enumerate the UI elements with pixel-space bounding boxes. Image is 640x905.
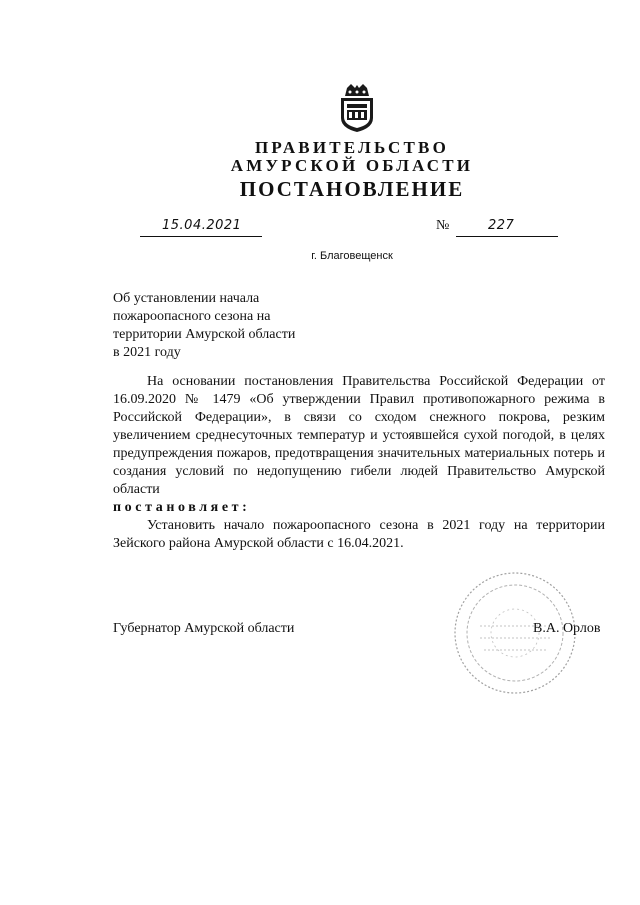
date-value: 15.04.2021 [162,218,242,233]
number-value: 227 [488,218,515,233]
number-label: № [436,218,450,233]
subject-line: Об установлении начала [113,291,260,306]
date-field [140,218,262,237]
subject-line: в 2021 году [113,345,181,360]
city-name: г. Благовещенск [311,250,393,262]
document-type-title: ПОСТАНОВЛЕНИЕ [239,177,465,201]
preamble-paragraph: На основании постановления Правительства Российской Федерации от 16.09.2020 № 1479 «Об утверждении Правил противопожарного режима в Российской Федерации», в связи со сходом снежного покрова, резким увеличением среднесуточных температур и устоявшейся сухой погодой, в целях предупреждения пожаров, предотвращения значительных материальных потерь и создания условий по недопущению гибели людей Правительство Амурской области [113,374,605,497]
decree-clause: Установить начало пожароопасного сезона в 2021 году на территории Зейского района Амурской области с 16.04.2021. [113,518,605,551]
coat-of-arms-icon [333,84,381,134]
number-field [456,218,558,237]
signatory-name: В.А. Орлов [533,621,601,636]
signatory-title: Губернатор Амурской области [113,621,295,636]
organization-name-line1: ПРАВИТЕЛЬСТВО [255,138,449,157]
decree-word: постановляет: [113,500,251,515]
subject-line: территории Амурской области [113,327,296,342]
document-subject [113,290,353,362]
subject-line: пожароопасного сезона на [113,309,271,324]
organization-name-line2: АМУРСКОЙ ОБЛАСТИ [230,156,474,175]
document-body [113,373,605,553]
